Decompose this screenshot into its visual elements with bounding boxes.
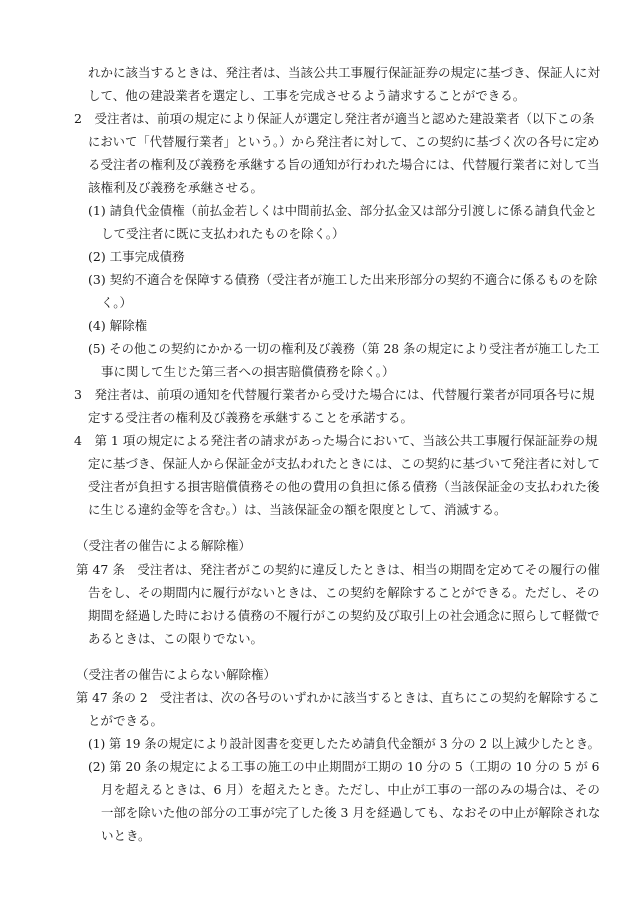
text-line: に生じる違約金等を含む。）は、当該保証金の額を限度として、消滅する。: [88, 502, 507, 517]
text-line: 月を超えるときは、6 月）を超えたとき。ただし、中止が工事の一部のみの場合は、その: [101, 782, 600, 797]
text-line: して受注者に既に支払われたものを除く。）: [101, 226, 345, 241]
text-line: 告をし、その期間内に履行がないときは、この契約を解除することができる。ただし、その: [88, 585, 600, 600]
text-line: る受注者の権利及び義務を承継する旨の通知が行われた場合には、代替履行業者に対して当: [88, 157, 600, 172]
text-line: して、他の建設業者を選定し、工事を完成させるよう請求することができる。: [88, 88, 526, 103]
text-line: (1) 第 19 条の規定により設計図書を変更したため請負代金額が 3 分の 2 以上減少したとき。: [88, 736, 600, 751]
text-line: 該権利及び義務を承継させる。: [88, 180, 264, 195]
text-line: (1) 請負代金債権（前払金若しくは中間前払金、部分払金又は部分引渡しに係る請負代金と: [88, 203, 598, 218]
text-line: いとき。: [101, 828, 151, 843]
text-line: 定に基づき、保証人から保証金が支払われたときには、この契約に基づいて発注者に対して: [88, 456, 601, 471]
text-line: 4 第 1 項の規定による発注者の請求があった場合において、当該公共工事履行保証証券の規: [74, 433, 598, 448]
text-line: 事に関して生じた第三者への損害賠償債務を除く。）: [101, 364, 395, 379]
text-line: 第 47 条の 2 受注者は、次の各号のいずれかに該当するときは、直ちにこの契約を解除するこ: [76, 690, 600, 705]
text-line: (2) 工事完成債務: [88, 249, 185, 264]
text-line: 2 受注者は、前項の規定により保証人が選定し発注者が適当と認めた建設業者（以下この条: [74, 111, 595, 126]
text-line: とができる。: [88, 713, 164, 728]
text-line: あるときは、この限りでない。: [88, 631, 264, 646]
section-heading: （受注者の催告による解除権）: [76, 538, 252, 553]
text-line: において「代替履行業者」という。）から発注者に対して、この契約に基づく次の各号に定め: [88, 134, 600, 149]
text-line: (4) 解除権: [88, 318, 148, 333]
text-line: 一部を除いた他の部分の工事が完了した後 3 月を経過しても、なおその中止が解除されな: [101, 805, 601, 820]
text-line: 3 発注者は、前項の通知を代替履行業者から受けた場合には、代替履行業者が同項各号に規: [74, 387, 595, 402]
text-line: 第 47 条 受注者は、発注者がこの契約に違反したときは、相当の期間を定めてその履行の催: [76, 562, 600, 577]
text-line: 定する受注者の権利及び義務を承継することを承諾する。: [88, 410, 414, 425]
text-line: れかに該当するときは、発注者は、当該公共工事履行保証証券の規定に基づき、保証人に対: [88, 65, 601, 80]
section-heading: （受注者の催告によらない解除権）: [76, 667, 277, 682]
text-line: (3) 契約不適合を保障する債務（受注者が施工した出来形部分の契約不適合に係るものを除: [88, 272, 598, 287]
text-line: く。）: [101, 295, 133, 310]
text-line: (5) その他この契約にかかる一切の権利及び義務（第 28 条の規定により受注者が施工した工: [88, 341, 600, 356]
text-line: 受注者が負担する損害賠償債務その他の費用の負担に係る債務（当該保証金の支払われた後: [88, 479, 600, 494]
text-line: (2) 第 20 条の規定による工事の施工の中止期間が工期の 10 分の 5（工期の 10 分の 5 が 6: [88, 759, 600, 774]
text-line: 期間を経過した時における債務の不履行がこの契約及び取引上の社会通念に照らして軽微で: [88, 608, 600, 623]
